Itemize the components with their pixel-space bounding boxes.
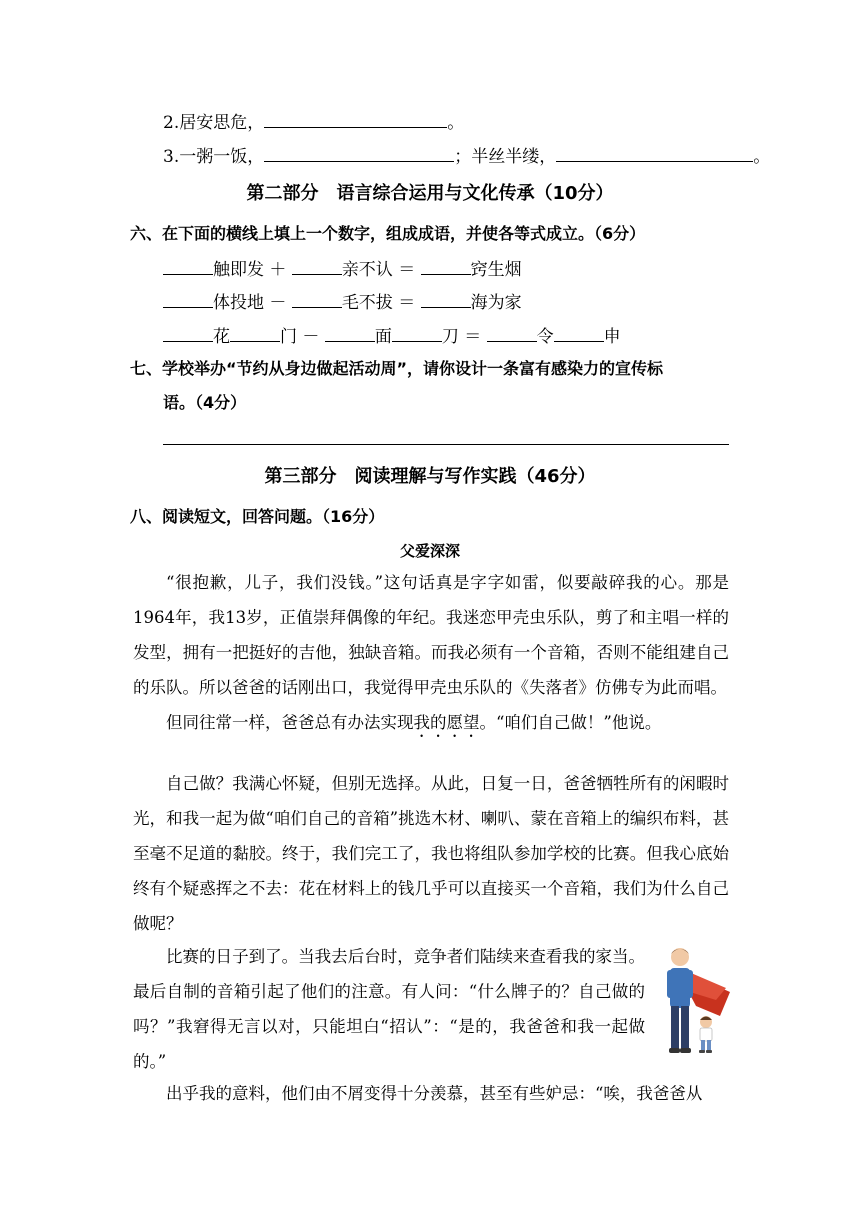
number-blank[interactable]: [487, 324, 537, 342]
number-blank[interactable]: [163, 324, 213, 342]
q6-row-2: 体投地 － 毛不拔 ＝ 海为家: [163, 290, 522, 314]
emphasized-phrase: 我的愿望: [413, 713, 480, 732]
q6-row-1: 触即发 ＋ 亲不认 ＝ 窍生烟: [163, 257, 522, 281]
part2-title: 第二部分 语言综合运用与文化传承（10分）: [246, 183, 614, 204]
article-paragraph-5: 出乎我的意料，他们由不屑变得十分羡慕，甚至有些妒忌：“唉，我爸爸从: [166, 1084, 703, 1103]
number-blank[interactable]: [292, 290, 342, 308]
part3-title: 第三部分 阅读理解与写作实践（46分）: [264, 466, 596, 487]
q7-heading-line-1: 七、学校举办“节约从身边做起活动周”，请你设计一条富有感染力的宣传标: [130, 359, 664, 378]
number-blank[interactable]: [325, 324, 375, 342]
item-3: 3.一粥一饭， ；半丝半缕， 。: [163, 144, 770, 168]
q6-heading: 六、在下面的横线上填上一个数字，组成成语，并使各等式成立。（6分）: [130, 224, 646, 243]
answer-blank[interactable]: [264, 110, 447, 128]
q8-heading: 八、阅读短文，回答问题。（16分）: [130, 507, 385, 526]
article-paragraph-3: 自己做？我满心怀疑，但别无选择。从此，日复一日，爸爸牺牲所有的闲暇时光，和我一起为做“咱们自己的音箱”挑选木材、喇叭、蒙在音箱上的编织布料，甚至毫不足道的黏胶。终于，我们完工了，我也将组队参加学校的比赛。但我心底始终有个疑惑挥之不去：花在材料上的钱几乎可以直接买一个音箱，我们为什么自己做呢？: [133, 774, 729, 933]
number-blank[interactable]: [163, 290, 213, 308]
article-title: 父爱深深: [399, 542, 460, 560]
slogan-answer-line[interactable]: [163, 444, 729, 445]
item-2: 2.居安思危， 。: [163, 110, 464, 134]
article-paragraph-4: 比赛的日子到了。当我去后台时，竞争者们陆续来查看我的家当。最后自制的音箱引起了他们的注意。有人问：“什么牌子的？自己做的吗？”我窘得无言以对，只能坦白“招认”：“是的，我爸爸和我一起做的。”: [133, 947, 645, 1071]
number-blank[interactable]: [421, 290, 471, 308]
number-blank[interactable]: [392, 324, 442, 342]
article-paragraph-1: “很抱歉，儿子，我们没钱。”这句话真是字字如雷，似要敲碎我的心。那是1964年，我13岁，正值崇拜偶像的年纪。我迷恋甲壳虫乐队，剪了和主唱一样的发型，拥有一把挺好的吉他，独缺音箱。而我必须有一个音箱，否则不能组建自己的乐队。所以爸爸的话刚出口，我觉得甲壳虫乐队的《失落者》仿佛专为此而唱。: [133, 573, 729, 697]
article-paragraph-2: 但同往常一样，爸爸总有办法实现我的愿望。“咱们自己做！”他说。: [166, 713, 662, 732]
number-blank[interactable]: [292, 257, 342, 275]
number-blank[interactable]: [163, 257, 213, 275]
q7-heading-line-2: 语。（4分）: [163, 393, 247, 412]
answer-blank[interactable]: [264, 144, 454, 162]
number-blank[interactable]: [230, 324, 280, 342]
number-blank[interactable]: [421, 257, 471, 275]
q6-row-3: 花 门 － 面 刀 ＝ 令 申: [163, 324, 621, 348]
father-son-illustration: [656, 940, 732, 1058]
answer-blank[interactable]: [556, 144, 753, 162]
number-blank[interactable]: [554, 324, 604, 342]
